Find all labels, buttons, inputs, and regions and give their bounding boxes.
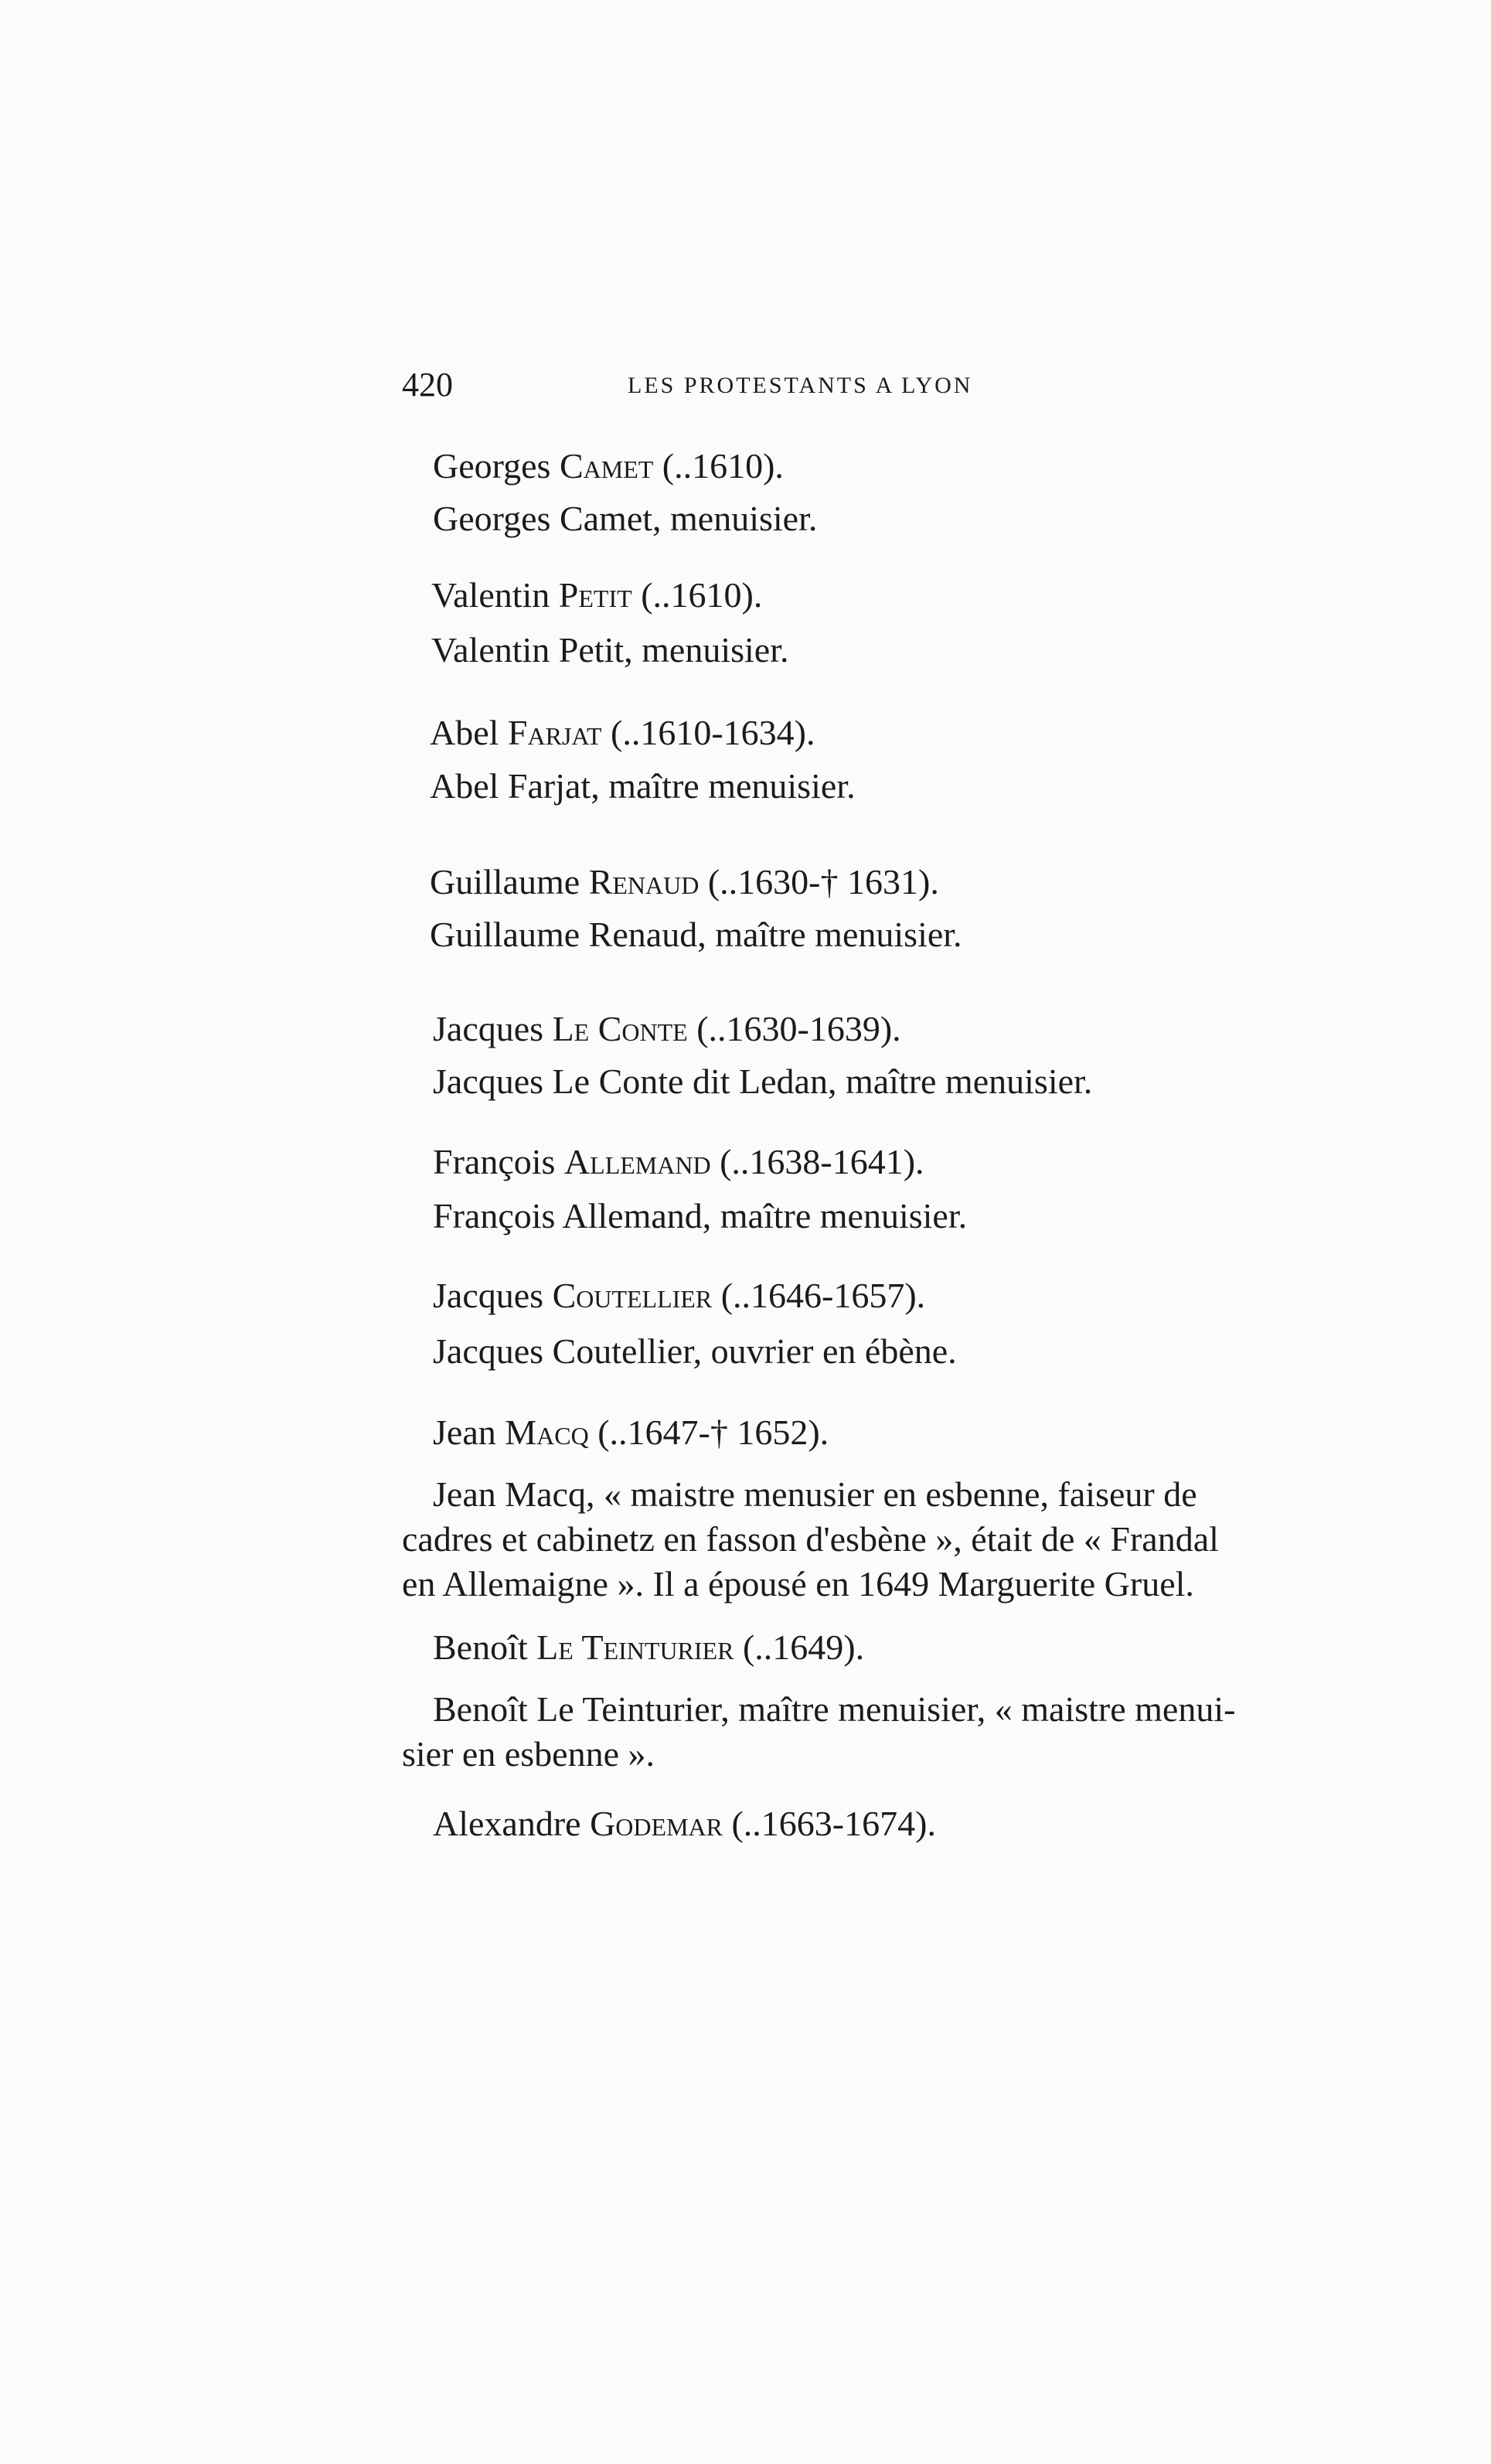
entry-heading: [433, 448, 784, 484]
dates: (..1630-1639).: [687, 1009, 901, 1048]
entry-description-line: Jacques Le Conte dit Ledan, maître menuisier.: [433, 1062, 1093, 1101]
first-name: Abel: [430, 713, 508, 752]
entry-description-line: Benoît Le Teinturier, maître menuisier, « maistre menui-: [433, 1689, 1236, 1729]
entry-description-line: Guillaume Renaud, maître menuisier.: [430, 915, 962, 954]
dates: (..1647-† 1652).: [588, 1413, 829, 1452]
dates: (..1646-1657).: [712, 1276, 926, 1315]
entry-description-line: Abel Farjat, maître menuisier.: [430, 766, 856, 806]
entry-heading: [430, 715, 815, 751]
surname: Farjat: [507, 713, 602, 752]
dates: (..1649).: [734, 1627, 865, 1667]
first-name: Guillaume: [430, 862, 589, 901]
entry-description-line: Jacques Coutellier, ouvrier en ébène.: [433, 1331, 957, 1371]
surname: Camet: [559, 446, 654, 486]
first-name: Jean: [433, 1413, 506, 1452]
surname: Le Conte: [552, 1009, 688, 1048]
entry-description-line: Georges Camet, menuisier.: [433, 499, 818, 538]
first-name: Alexandre: [433, 1804, 591, 1843]
first-name: Benoît: [433, 1627, 537, 1667]
entry-heading: [433, 1806, 936, 1842]
dates: (..1610).: [631, 575, 763, 615]
entry-description-line: Valentin Petit, menuisier.: [431, 630, 789, 670]
surname: Allemand: [563, 1142, 711, 1181]
dates: (..1663-1674).: [722, 1804, 936, 1843]
entry-heading: [431, 575, 763, 615]
first-name: Georges: [433, 446, 560, 486]
surname: Petit: [558, 575, 632, 615]
dates: (..1630-† 1631).: [699, 862, 939, 901]
first-name: Jacques: [433, 1009, 553, 1048]
entry-heading: [430, 864, 939, 900]
first-name: Jacques: [433, 1276, 553, 1315]
running-head: [402, 365, 989, 411]
entry-description-line: cadres et cabinetz en fasson d'esbène », était de « Frandal: [402, 1519, 1219, 1559]
surname: Godemar: [590, 1804, 723, 1843]
entry-heading: [433, 1278, 925, 1314]
entry-heading: [433, 1627, 865, 1667]
surname: Macq: [505, 1413, 589, 1452]
dates: (..1610).: [653, 446, 784, 486]
entry-description-line: François Allemand, maître menuisier.: [433, 1196, 968, 1235]
entry-description-line: Jean Macq, « maistre menusier en esbenne, faiseur de: [433, 1474, 1197, 1514]
entry-description-line: en Allemaigne ». Il a épousé en 1649 Marguerite Gruel.: [402, 1564, 1194, 1603]
dates: (..1610-1634).: [601, 713, 815, 752]
page-number: 420: [402, 366, 453, 404]
dates: (..1638-1641).: [710, 1142, 924, 1181]
running-title: LES PROTESTANTS A LYON: [628, 373, 973, 398]
first-name: François: [433, 1142, 564, 1181]
first-name: Valentin: [431, 575, 559, 615]
surname: Renaud: [588, 862, 700, 901]
entry-heading: [433, 1415, 829, 1450]
entry-description-line: sier en esbenne ».: [402, 1734, 655, 1774]
entry-heading: [433, 1144, 924, 1180]
surname: Le Teinturier: [536, 1627, 734, 1667]
surname: Coutellier: [552, 1276, 713, 1315]
entry-heading: [433, 1011, 901, 1047]
